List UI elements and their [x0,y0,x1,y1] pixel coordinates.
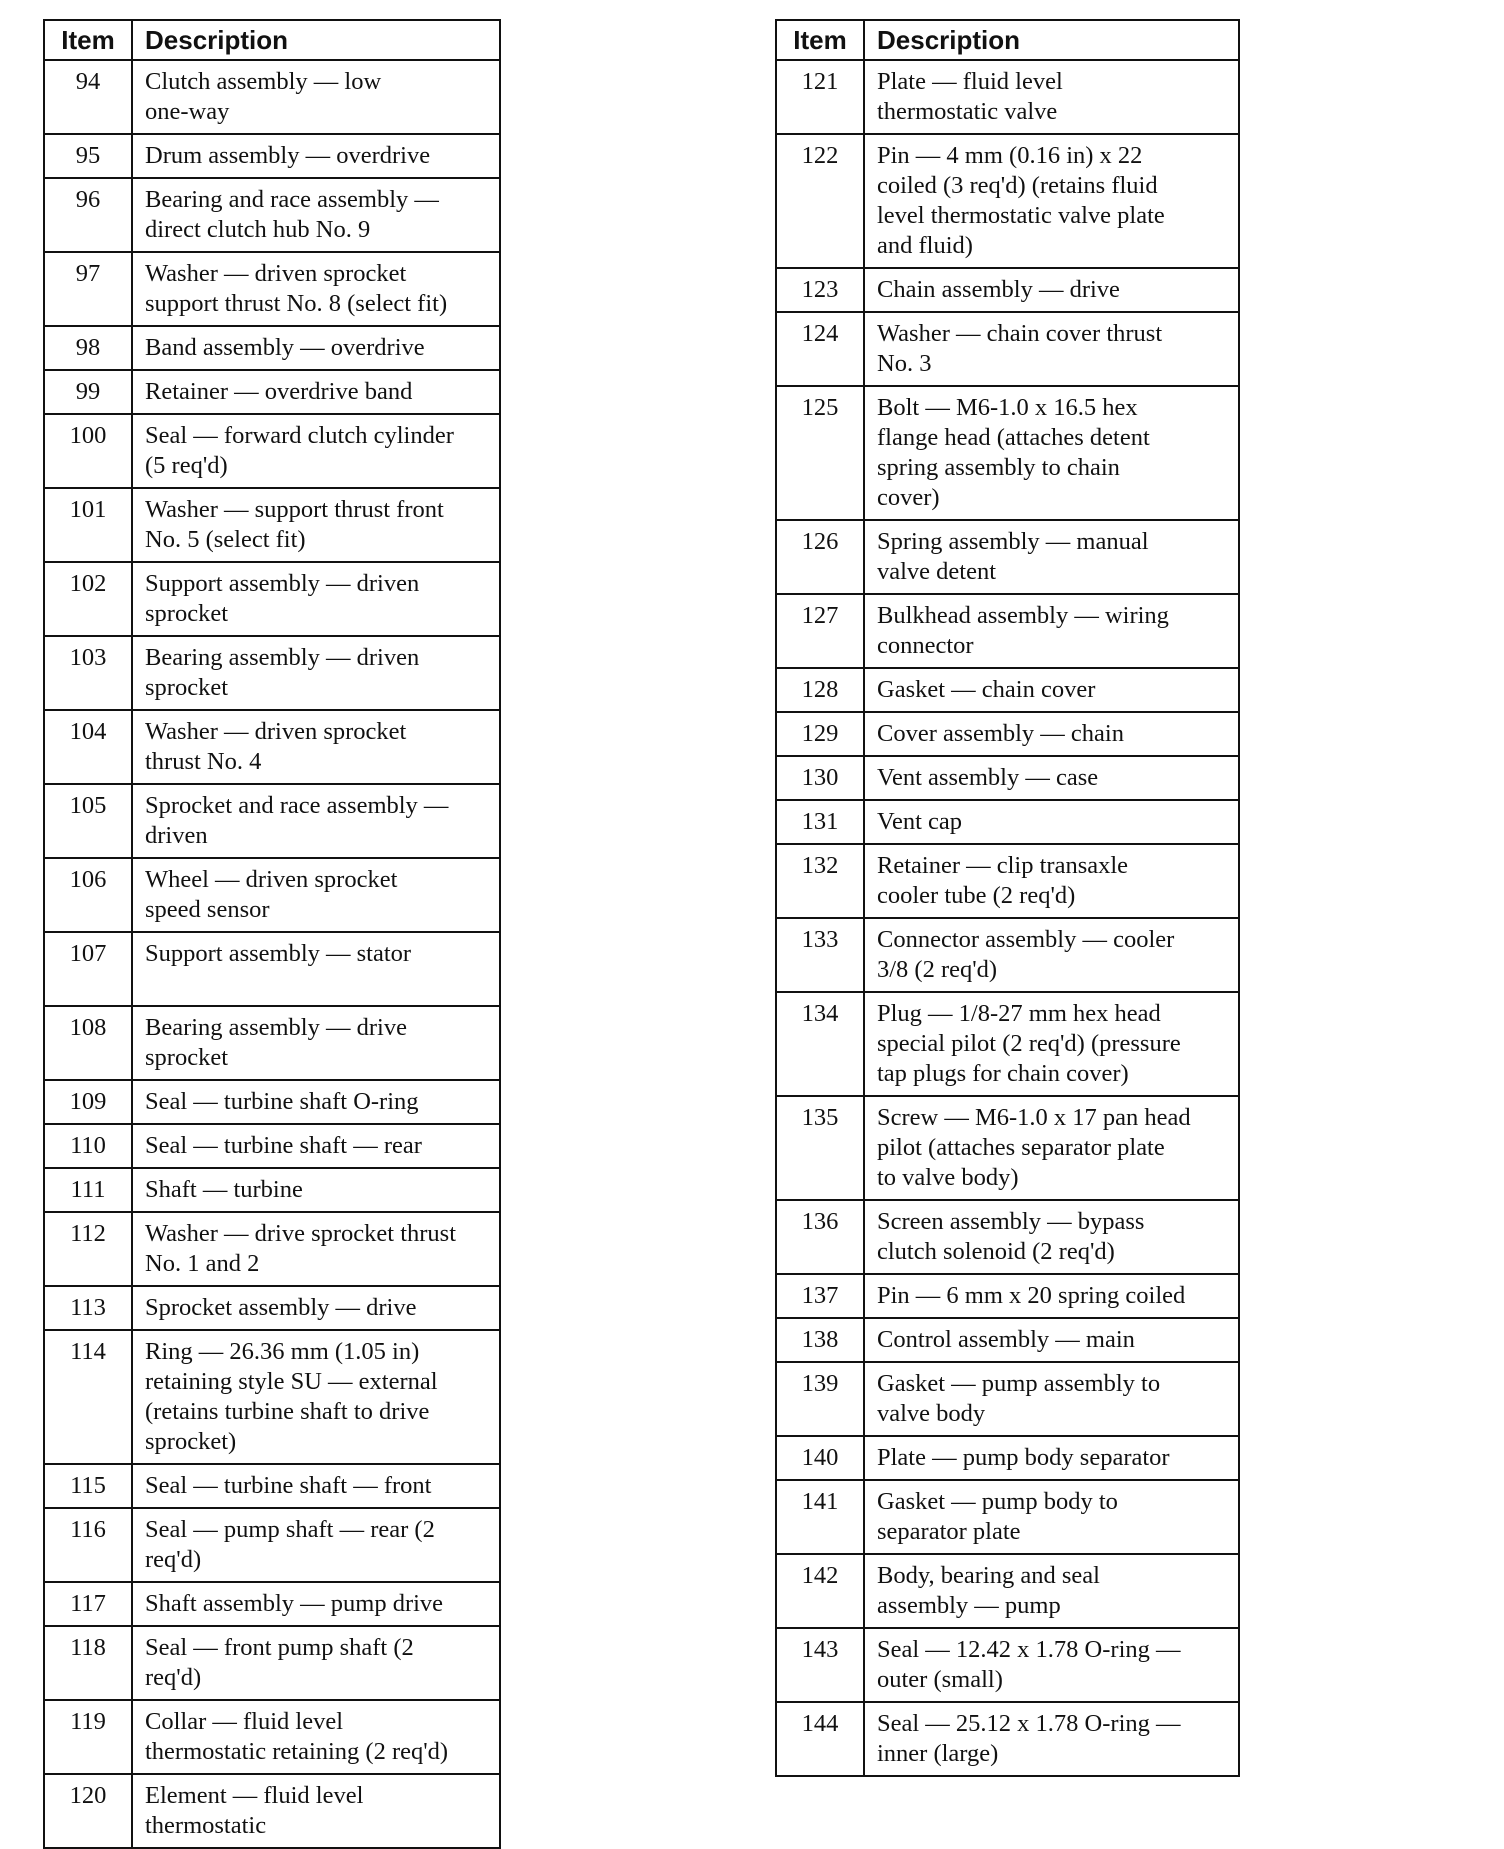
table-row [44,1626,500,1700]
table-row [44,1774,500,1848]
item-description: Seal — turbine shaft O-ring [132,1080,500,1124]
item-number: 142 [776,1554,864,1628]
item-number: 139 [776,1362,864,1436]
item-number: 120 [44,1774,132,1848]
parts-table-right [775,19,1240,1777]
item-description: Gasket — pump assembly to valve body [864,1362,1239,1436]
item-description: Bearing and race assembly — direct clutch hub No. 9 [132,178,500,252]
item-number: 144 [776,1702,864,1776]
item-description: Bearing assembly — driven sprocket [132,636,500,710]
item-description: Chain assembly — drive [864,268,1239,312]
item-number: 132 [776,844,864,918]
item-number: 126 [776,520,864,594]
item-description: Element — fluid level thermostatic [132,1774,500,1848]
table-row [44,710,500,784]
item-number: 123 [776,268,864,312]
item-number: 133 [776,918,864,992]
item-description: Seal — forward clutch cylinder (5 req'd) [132,414,500,488]
description-column-header: Description [132,20,500,60]
table-row [44,370,500,414]
item-description: Support assembly — driven sprocket [132,562,500,636]
table-row [776,1436,1239,1480]
item-number: 96 [44,178,132,252]
table-row [44,1286,500,1330]
item-number: 118 [44,1626,132,1700]
table-row [776,1628,1239,1702]
item-description: Drum assembly — overdrive [132,134,500,178]
item-number: 128 [776,668,864,712]
item-description: Seal — front pump shaft (2 req'd) [132,1626,500,1700]
item-description: Shaft — turbine [132,1168,500,1212]
item-description: Washer — driven sprocket support thrust No. 8 (select fit) [132,252,500,326]
table-row [776,756,1239,800]
item-description: Cover assembly — chain [864,712,1239,756]
table-row [44,1212,500,1286]
item-number: 131 [776,800,864,844]
item-number: 135 [776,1096,864,1200]
item-description: Seal — 25.12 x 1.78 O-ring — inner (large) [864,1702,1239,1776]
item-number: 138 [776,1318,864,1362]
table-row [44,414,500,488]
table-row [776,1702,1239,1776]
item-description: Connector assembly — cooler 3/8 (2 req'd) [864,918,1239,992]
table-row [44,858,500,932]
item-description: Vent cap [864,800,1239,844]
item-number: 103 [44,636,132,710]
item-description: Washer — driven sprocket thrust No. 4 [132,710,500,784]
table-row [44,784,500,858]
item-number: 99 [44,370,132,414]
table-row [44,1508,500,1582]
table-row [776,1362,1239,1436]
table-row [776,712,1239,756]
table-row [776,1096,1239,1200]
item-description: Pin — 4 mm (0.16 in) x 22 coiled (3 req'd) (retains fluid level thermostatic valve plate and fluid) [864,134,1239,268]
table-header-row [44,20,500,60]
item-description: Band assembly — overdrive [132,326,500,370]
item-description: Plate — fluid level thermostatic valve [864,60,1239,134]
item-description: Retainer — overdrive band [132,370,500,414]
item-description: Retainer — clip transaxle cooler tube (2 req'd) [864,844,1239,918]
item-description: Washer — drive sprocket thrust No. 1 and 2 [132,1212,500,1286]
item-description: Seal — turbine shaft — rear [132,1124,500,1168]
item-number: 108 [44,1006,132,1080]
item-description: Plate — pump body separator [864,1436,1239,1480]
item-number: 130 [776,756,864,800]
item-description: Plug — 1/8-27 mm hex head special pilot (2 req'd) (pressure tap plugs for chain cover) [864,992,1239,1096]
item-column-header: Item [776,20,864,60]
table-row [776,1274,1239,1318]
item-description: Screen assembly — bypass clutch solenoid (2 req'd) [864,1200,1239,1274]
item-number: 110 [44,1124,132,1168]
table-row [776,1200,1239,1274]
item-description: Clutch assembly — low one-way [132,60,500,134]
item-description: Spring assembly — manual valve detent [864,520,1239,594]
item-number: 113 [44,1286,132,1330]
item-description: Ring — 26.36 mm (1.05 in) retaining style SU — external (retains turbine shaft to drive sprocket) [132,1330,500,1464]
item-number: 101 [44,488,132,562]
table-row [44,1168,500,1212]
table-row [44,178,500,252]
item-number: 97 [44,252,132,326]
table-row [44,1006,500,1080]
item-number: 102 [44,562,132,636]
table-row [44,252,500,326]
item-description: Wheel — driven sprocket speed sensor [132,858,500,932]
item-description: Control assembly — main [864,1318,1239,1362]
table-row [44,932,500,1006]
item-description: Screw — M6-1.0 x 17 pan head pilot (attaches separator plate to valve body) [864,1096,1239,1200]
item-description: Shaft assembly — pump drive [132,1582,500,1626]
item-number: 94 [44,60,132,134]
table-row [776,312,1239,386]
table-row [44,134,500,178]
description-column-header: Description [864,20,1239,60]
item-description: Support assembly — stator [132,932,500,1006]
item-number: 115 [44,1464,132,1508]
item-number: 119 [44,1700,132,1774]
item-number: 136 [776,1200,864,1274]
item-description: Pin — 6 mm x 20 spring coiled [864,1274,1239,1318]
table-row [776,992,1239,1096]
item-description: Washer — support thrust front No. 5 (select fit) [132,488,500,562]
table-row [44,1700,500,1774]
table-row [44,1330,500,1464]
item-description: Bearing assembly — drive sprocket [132,1006,500,1080]
table-row [44,488,500,562]
table-row [776,594,1239,668]
item-description: Vent assembly — case [864,756,1239,800]
item-description: Bolt — M6-1.0 x 16.5 hex flange head (attaches detent spring assembly to chain cover) [864,386,1239,520]
item-number: 122 [776,134,864,268]
table-row [776,1554,1239,1628]
item-number: 98 [44,326,132,370]
table-row [44,326,500,370]
item-number: 117 [44,1582,132,1626]
table-row [44,1464,500,1508]
item-number: 141 [776,1480,864,1554]
item-number: 121 [776,60,864,134]
item-description: Sprocket and race assembly — driven [132,784,500,858]
item-number: 106 [44,858,132,932]
table-row [776,1318,1239,1362]
item-column-header: Item [44,20,132,60]
item-description: Sprocket assembly — drive [132,1286,500,1330]
table-row [44,60,500,134]
item-description: Seal — 12.42 x 1.78 O-ring — outer (small) [864,1628,1239,1702]
table-row [44,1582,500,1626]
table-row [44,636,500,710]
item-number: 105 [44,784,132,858]
item-number: 143 [776,1628,864,1702]
table-row [776,60,1239,134]
table-row [776,134,1239,268]
item-description: Seal — pump shaft — rear (2 req'd) [132,1508,500,1582]
item-description: Body, bearing and seal assembly — pump [864,1554,1239,1628]
item-description: Collar — fluid level thermostatic retaining (2 req'd) [132,1700,500,1774]
item-description: Seal — turbine shaft — front [132,1464,500,1508]
table-header-row [776,20,1239,60]
item-description: Washer — chain cover thrust No. 3 [864,312,1239,386]
item-number: 112 [44,1212,132,1286]
table-row [776,918,1239,992]
table-row [44,562,500,636]
item-number: 111 [44,1168,132,1212]
table-row [776,800,1239,844]
item-number: 134 [776,992,864,1096]
item-number: 124 [776,312,864,386]
table-row [44,1124,500,1168]
table-row [776,386,1239,520]
item-number: 104 [44,710,132,784]
item-number: 95 [44,134,132,178]
table-row [776,268,1239,312]
item-number: 137 [776,1274,864,1318]
parts-table-left [43,19,501,1849]
item-description: Gasket — pump body to separator plate [864,1480,1239,1554]
item-number: 100 [44,414,132,488]
item-number: 129 [776,712,864,756]
item-number: 125 [776,386,864,520]
item-number: 109 [44,1080,132,1124]
item-number: 107 [44,932,132,1006]
item-description: Bulkhead assembly — wiring connector [864,594,1239,668]
table-row [776,668,1239,712]
item-number: 127 [776,594,864,668]
table-row [776,520,1239,594]
table-row [776,1480,1239,1554]
item-description: Gasket — chain cover [864,668,1239,712]
item-number: 116 [44,1508,132,1582]
table-row [776,844,1239,918]
item-number: 114 [44,1330,132,1464]
table-row [44,1080,500,1124]
item-number: 140 [776,1436,864,1480]
